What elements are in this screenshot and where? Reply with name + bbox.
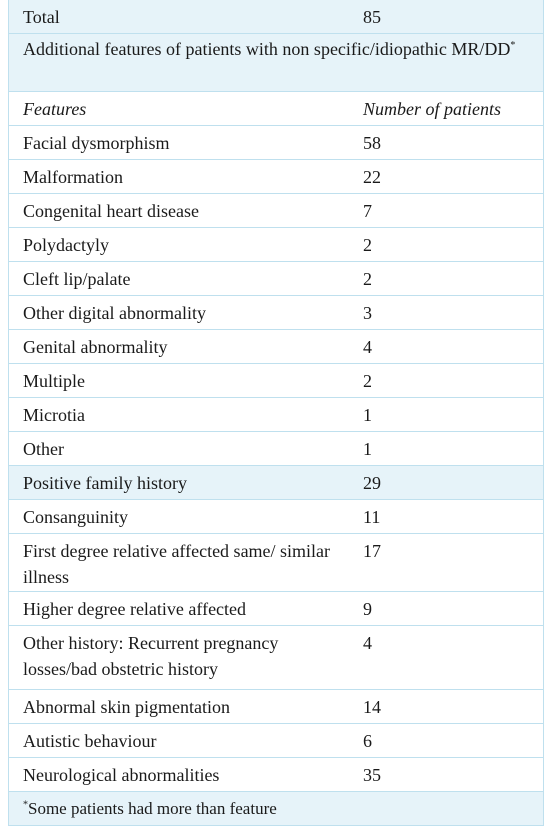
table-row xyxy=(9,466,543,500)
feature-label: Malformation xyxy=(23,167,123,187)
feature-label: Microtia xyxy=(23,405,85,425)
feature-count: 14 xyxy=(363,697,381,717)
table-row xyxy=(9,126,543,160)
table-row xyxy=(9,296,543,330)
feature-label: Higher degree relative affected xyxy=(23,599,247,619)
table-row xyxy=(9,262,543,296)
footnote-text: Some patients had more than feature xyxy=(28,799,277,818)
table-row xyxy=(9,592,543,626)
feature-label: Other xyxy=(23,439,64,459)
table-row xyxy=(9,228,543,262)
feature-label: Cleft lip/palate xyxy=(23,269,131,289)
feature-label: Autistic behaviour xyxy=(23,731,157,751)
table-row xyxy=(9,500,543,534)
feature-count: 29 xyxy=(363,473,381,493)
feature-count: 35 xyxy=(363,765,381,785)
feature-count: 1 xyxy=(363,405,372,425)
footnote-row xyxy=(9,792,543,826)
footnote xyxy=(9,796,277,822)
feature-label: Positive family history xyxy=(23,473,187,493)
feature-count: 22 xyxy=(363,167,381,187)
total-row xyxy=(9,0,543,34)
feature-label: Multiple xyxy=(23,371,85,391)
total-value: 85 xyxy=(363,7,381,27)
table-row xyxy=(9,724,543,758)
table-row xyxy=(9,364,543,398)
feature-count: 58 xyxy=(363,133,381,153)
subtitle-row xyxy=(9,34,543,92)
header-number: Number of patients xyxy=(363,99,501,119)
feature-label: Neurological abnormalities xyxy=(23,765,220,785)
footnote-marker: * xyxy=(23,799,28,811)
table-row xyxy=(9,534,543,592)
feature-count: 1 xyxy=(363,439,372,459)
subtitle xyxy=(9,38,543,61)
feature-count: 2 xyxy=(363,235,372,255)
table-row xyxy=(9,626,543,690)
feature-count: 17 xyxy=(363,541,381,561)
subtitle-text: Additional features of patients with non specific/idiopathic MR/DD xyxy=(23,39,511,59)
feature-count: 11 xyxy=(363,507,381,527)
feature-count: 3 xyxy=(363,303,372,323)
table-row xyxy=(9,330,543,364)
feature-count: 9 xyxy=(363,599,372,619)
feature-count: 4 xyxy=(363,633,372,653)
feature-label: Consanguinity xyxy=(23,507,129,527)
features-table xyxy=(8,0,544,826)
feature-count: 2 xyxy=(363,269,372,289)
feature-label: Abnormal skin pigmentation xyxy=(23,697,230,717)
feature-label: Facial dysmorphism xyxy=(23,133,170,153)
feature-label: Other history: Recurrent pregnancy losses/bad obstetric history xyxy=(23,633,279,679)
feature-count: 6 xyxy=(363,731,372,751)
total-label: Total xyxy=(23,7,60,27)
feature-count: 4 xyxy=(363,337,372,357)
table-row xyxy=(9,758,543,792)
header-row xyxy=(9,92,543,126)
feature-label: Polydactyly xyxy=(23,235,109,255)
feature-label: Other digital abnormality xyxy=(23,303,206,323)
feature-count: 7 xyxy=(363,201,372,221)
table-row xyxy=(9,160,543,194)
subtitle-marker: * xyxy=(510,40,516,51)
table-row xyxy=(9,398,543,432)
feature-label: Genital abnormality xyxy=(23,337,168,357)
feature-label: Congenital heart disease xyxy=(23,201,199,221)
feature-count: 2 xyxy=(363,371,372,391)
table-row xyxy=(9,194,543,228)
table-body xyxy=(9,126,543,792)
table-row xyxy=(9,690,543,724)
feature-label: First degree relative affected same/ similar illness xyxy=(23,541,331,587)
table-row xyxy=(9,432,543,466)
header-features: Features xyxy=(23,99,87,119)
